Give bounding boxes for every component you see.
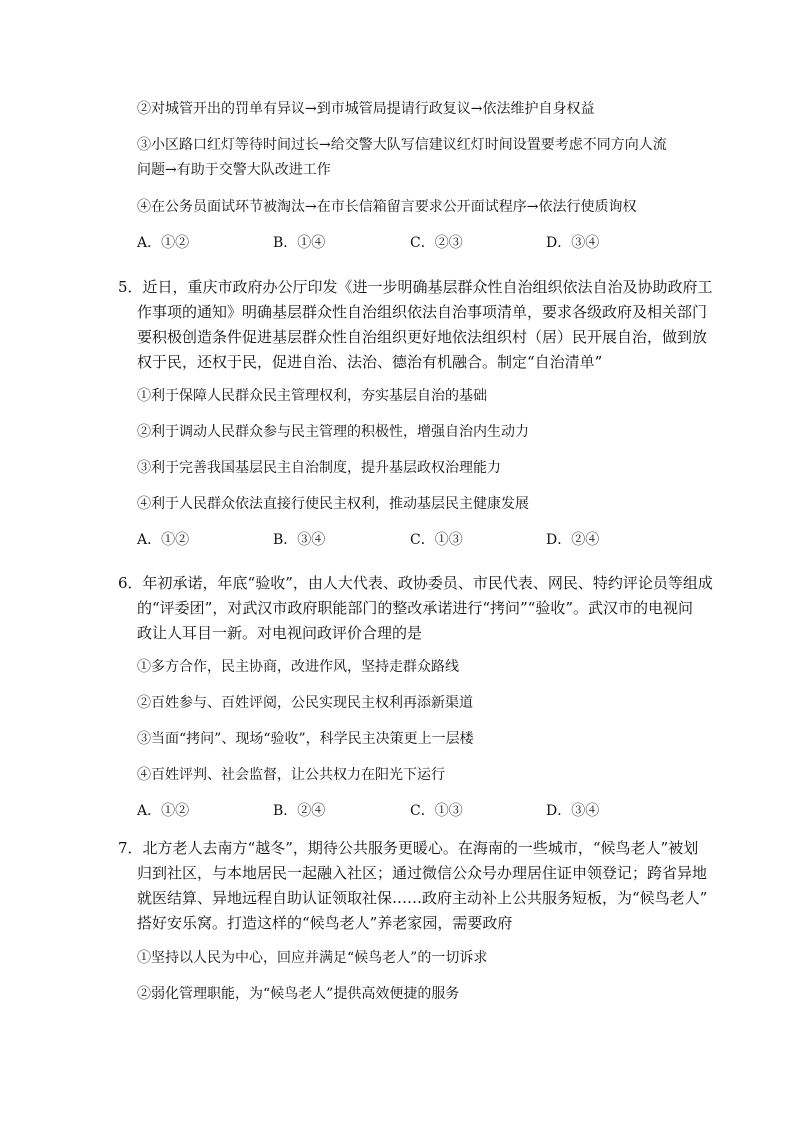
q5-stem-line-3: 要积极创造条件促进基层群众性自治组织更好地依法组织村（居）民开展自治，做到放 [137,328,708,346]
q5-stem-line-2: 作事项的通知》明确基层群众性自治组织依法自治事项清单，要求各级政府及相关部门 [137,303,708,321]
q6-choice-b: B．②④ [273,803,326,819]
q4-item-4: ④在公务员面试环节被淘汰→在市长信箱留言要求公开面试程序→依法行使质询权 [137,199,637,215]
q5-choice-b: B．③④ [273,532,326,548]
q5-stem-line-4: 权于民，还权于民，促进自治、法治、德治有机融合。制定“自治清单” [137,353,603,371]
q6-item-3: ③当面“拷问”、现场“验收”，科学民主决策更上一层楼 [137,731,474,747]
q7-stem-line-1: 7．北方老人去南方“越冬”，期待公共服务更暖心。在海南的一些城市，“候鸟老人”被划 [118,839,699,857]
q6-stem-line-2: 的“评委团”，对武汉市政府职能部门的整改承诺进行“拷问”“验收”。武汉市的电视问 [137,599,694,617]
q4-choice-c: C．②③ [410,235,463,251]
q5-item-2: ②利于调动人民群众参与民主管理的积极性，增强自治内生动力 [137,424,529,440]
q6-item-1: ①多方合作，民主协商，改进作风，坚持走群众路线 [137,659,459,675]
q4-choice-b: B．①④ [273,235,326,251]
q5-choice-d: D．②④ [546,532,600,548]
q4-choice-d: D．③④ [546,235,600,251]
q7-stem-line-4: 搭好安乐窝。打造这样的“候鸟老人”养老家园，需要政府 [137,914,513,932]
q7-stem-line-2: 归到社区，与本地居民一起融入社区；通过微信公众号办理居住证申领登记；跨省异地 [137,864,708,882]
q6-choice-d: D．③④ [546,803,600,819]
q5-stem-line-1: 5．近日，重庆市政府办公厅印发《进一步明确基层群众性自治组织依法自治及协助政府工 [118,278,713,296]
q6-choice-c: C．①③ [410,803,463,819]
q5-choice-a: A．①② [137,532,190,548]
q6-stem-line-3: 政让人耳目一新。对电视问政评价合理的是 [137,624,423,642]
q5-item-3: ③利于完善我国基层民主自治制度，提升基层政权治理能力 [137,460,501,476]
q4-choice-a: A．①② [137,235,190,251]
q5-item-4: ④利于人民群众依法直接行使民主权利，推动基层民主健康发展 [137,496,529,512]
q7-stem-line-3: 就医结算、异地远程自助认证领取社保……政府主动补上公共服务短板，为“候鸟老人” [137,889,708,907]
q6-item-4: ④百姓评判、社会监督，让公共权力在阳光下运行 [137,767,445,783]
q4-item-3: ③小区路口红灯等待时间过长→给交警大队写信建议红灯时间设置要考虑不同方向人流 [137,137,667,153]
q5-choice-c: C．①③ [410,532,463,548]
q7-item-2: ②弱化管理职能，为“候鸟老人”提供高效便捷的服务 [137,986,460,1002]
q6-choice-a: A．①② [137,803,190,819]
q6-item-2: ②百姓参与、百姓评阅，公民实现民主权利再添新渠道 [137,695,473,711]
q4-item-2: ②对城管开出的罚单有异议→到市城管局提请行政复议→依法维护自身权益 [137,101,595,117]
q7-item-1: ①坚持以人民为中心，回应并满足“候鸟老人”的一切诉求 [137,950,488,966]
q6-stem-line-1: 6．年初承诺，年底“验收”，由人大代表、政协委员、市民代表、网民、特约评论员等组成 [118,574,713,592]
q5-item-1: ①利于保障人民群众民主管理权利，夯实基层自治的基础 [137,388,487,404]
q4-item-3-cont: 问题→有助于交警大队改进工作 [137,162,331,178]
